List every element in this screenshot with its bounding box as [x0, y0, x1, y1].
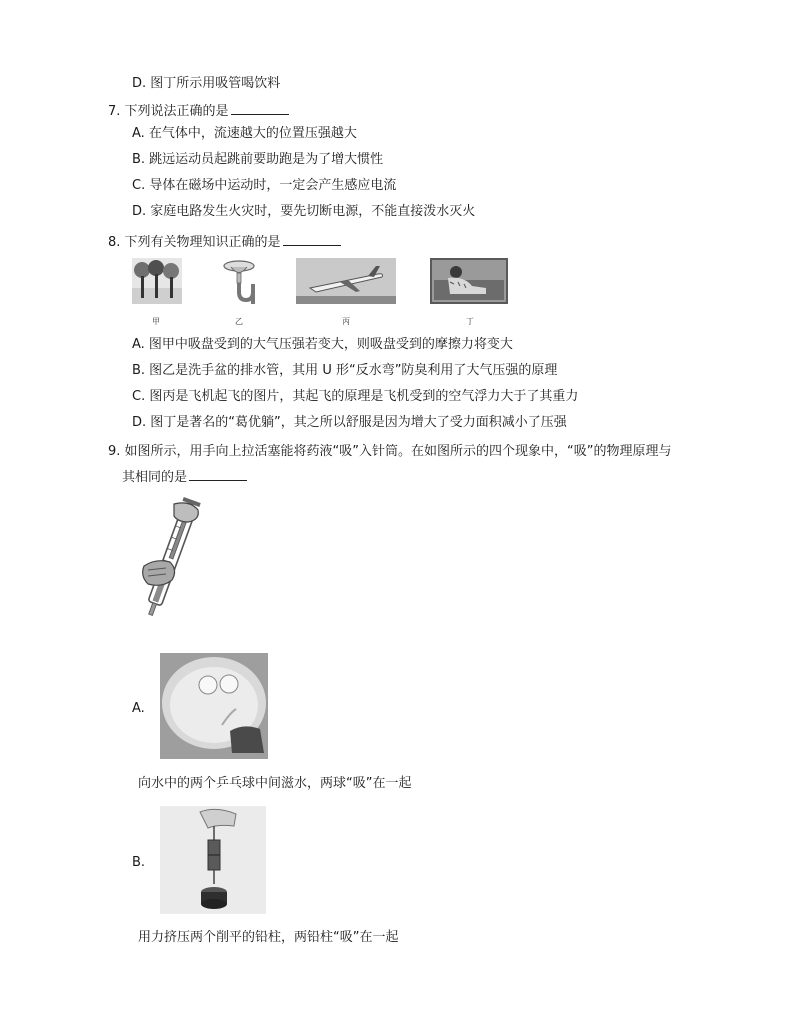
q9-stem-line1: 9. 如图所示，用手向上拉活塞能将药液“吸”入针筒。在如图所示的四个现象中，“吸”的物理原理与 [108, 444, 672, 459]
q9-option-a-text: 向水中的两个乒乓球中间滋水，两球“吸”在一起 [138, 776, 412, 791]
caption-bing: 丙 [342, 317, 350, 326]
q8-option-a: A. 图甲中吸盘受到的大气压强若变大，则吸盘受到的摩擦力将变大 [132, 337, 513, 352]
q7-option-c: C. 导体在磁场中运动时，一定会产生感应电流 [132, 178, 397, 193]
ping-pong-balls-water-image [160, 653, 268, 759]
lead-cylinders-image [160, 806, 266, 914]
q8-option-c: C. 图丙是飞机起飞的图片，其起飞的原理是飞机受到的空气浮力大于了其重力 [132, 389, 579, 404]
syringe-illustration [126, 496, 212, 632]
caption-yi: 乙 [235, 317, 243, 326]
answer-blank [189, 467, 247, 481]
answer-blank [283, 232, 341, 246]
q7-option-a: A. 在气体中，流速越大的位置压强越大 [132, 126, 357, 141]
q9-stem-line2 [122, 467, 247, 487]
q7-option-d: D. 家庭电路发生火灾时，要先切断电源，不能直接泼水灭火 [132, 204, 476, 219]
caption-ding: 丁 [466, 317, 474, 326]
answer-blank [231, 101, 289, 115]
airplane-takeoff-image [296, 258, 396, 304]
q6-option-d: D. 图丁所示用吸管喝饮料 [132, 76, 281, 91]
q8-option-d: D. 图丁是著名的“葛优躺”，其之所以舒服是因为增大了受力面积减小了压强 [132, 415, 567, 430]
q7-stem-text: 7. 下列说法正确的是 [108, 104, 229, 119]
q7-stem [108, 101, 289, 121]
q7-option-b: B. 跳远运动员起跳前要助跑是为了增大惯性 [132, 152, 384, 167]
q9-option-b-label: B. [132, 855, 146, 870]
q9-option-b-text: 用力挤压两个削平的铅柱，两铅柱“吸”在一起 [138, 930, 399, 945]
suction-cups-image [132, 258, 182, 304]
q8-stem-text: 8. 下列有关物理知识正确的是 [108, 235, 281, 250]
q9-stem-text: 其相同的是 [122, 470, 188, 485]
lying-on-sofa-image [430, 258, 508, 304]
sink-drain-trap-image [216, 258, 262, 304]
q8-option-b: B. 图乙是洗手盆的排水管，其用 U 形“反水弯”防臭利用了大气压强的原理 [132, 363, 558, 378]
q9-option-a-label: A. [132, 701, 145, 716]
q8-stem [108, 232, 341, 252]
caption-jia: 甲 [152, 317, 160, 326]
